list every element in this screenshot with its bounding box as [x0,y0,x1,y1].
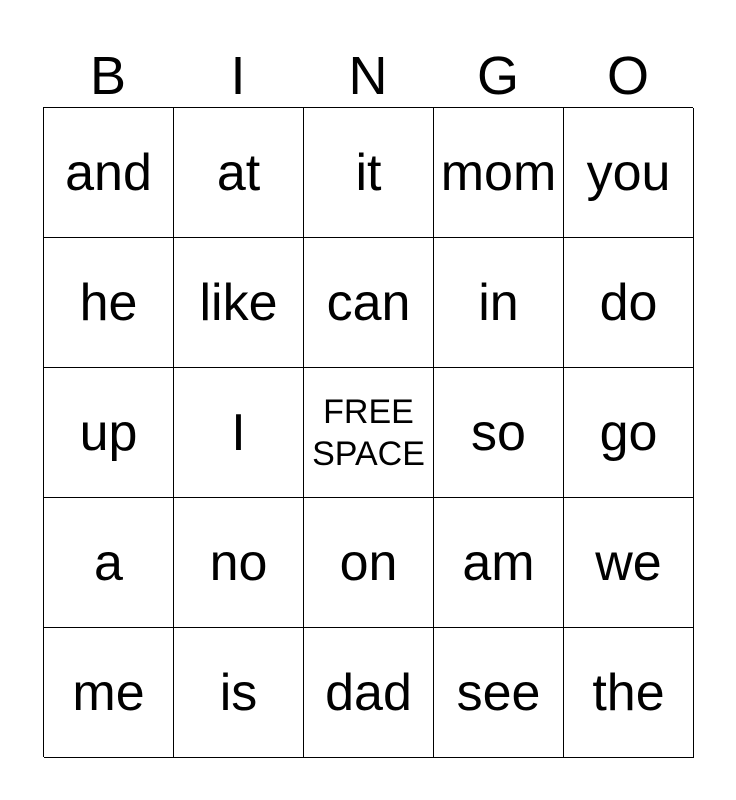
free-space-line-1: FREE [323,392,414,431]
bingo-cell[interactable]: can [304,238,434,368]
header-letter-i: I [230,46,246,106]
header-letter-b: B [89,46,127,106]
bingo-cell[interactable]: he [44,238,174,368]
bingo-grid [43,107,693,757]
free-space-line-2: SPACE [312,434,425,473]
bingo-cell[interactable]: and [44,108,174,238]
bingo-cell[interactable]: do [564,238,694,368]
header-letter-g: G [476,46,519,106]
bingo-header [43,44,693,108]
bingo-cell[interactable]: see [434,628,564,758]
bingo-cell[interactable]: is [174,628,304,758]
header-letter-o: O [606,46,649,106]
bingo-cell[interactable]: the [564,628,694,758]
bingo-cell[interactable]: I [174,368,304,498]
bingo-cell[interactable]: you [564,108,694,238]
header-letter-n: N [348,46,388,106]
bingo-cell[interactable]: mom [434,108,564,238]
bingo-cell[interactable]: dad [304,628,434,758]
bingo-cell[interactable]: at [174,108,304,238]
bingo-cell[interactable]: go [564,368,694,498]
bingo-cell[interactable]: up [44,368,174,498]
bingo-cell[interactable]: in [434,238,564,368]
free-space-cell[interactable] [304,368,434,498]
bingo-cell[interactable]: so [434,368,564,498]
bingo-cell[interactable]: on [304,498,434,628]
bingo-cell[interactable]: me [44,628,174,758]
bingo-cell[interactable]: we [564,498,694,628]
bingo-cell[interactable]: it [304,108,434,238]
bingo-cell[interactable]: like [174,238,304,368]
bingo-cell[interactable]: a [44,498,174,628]
bingo-cell[interactable]: no [174,498,304,628]
bingo-cell[interactable]: am [434,498,564,628]
